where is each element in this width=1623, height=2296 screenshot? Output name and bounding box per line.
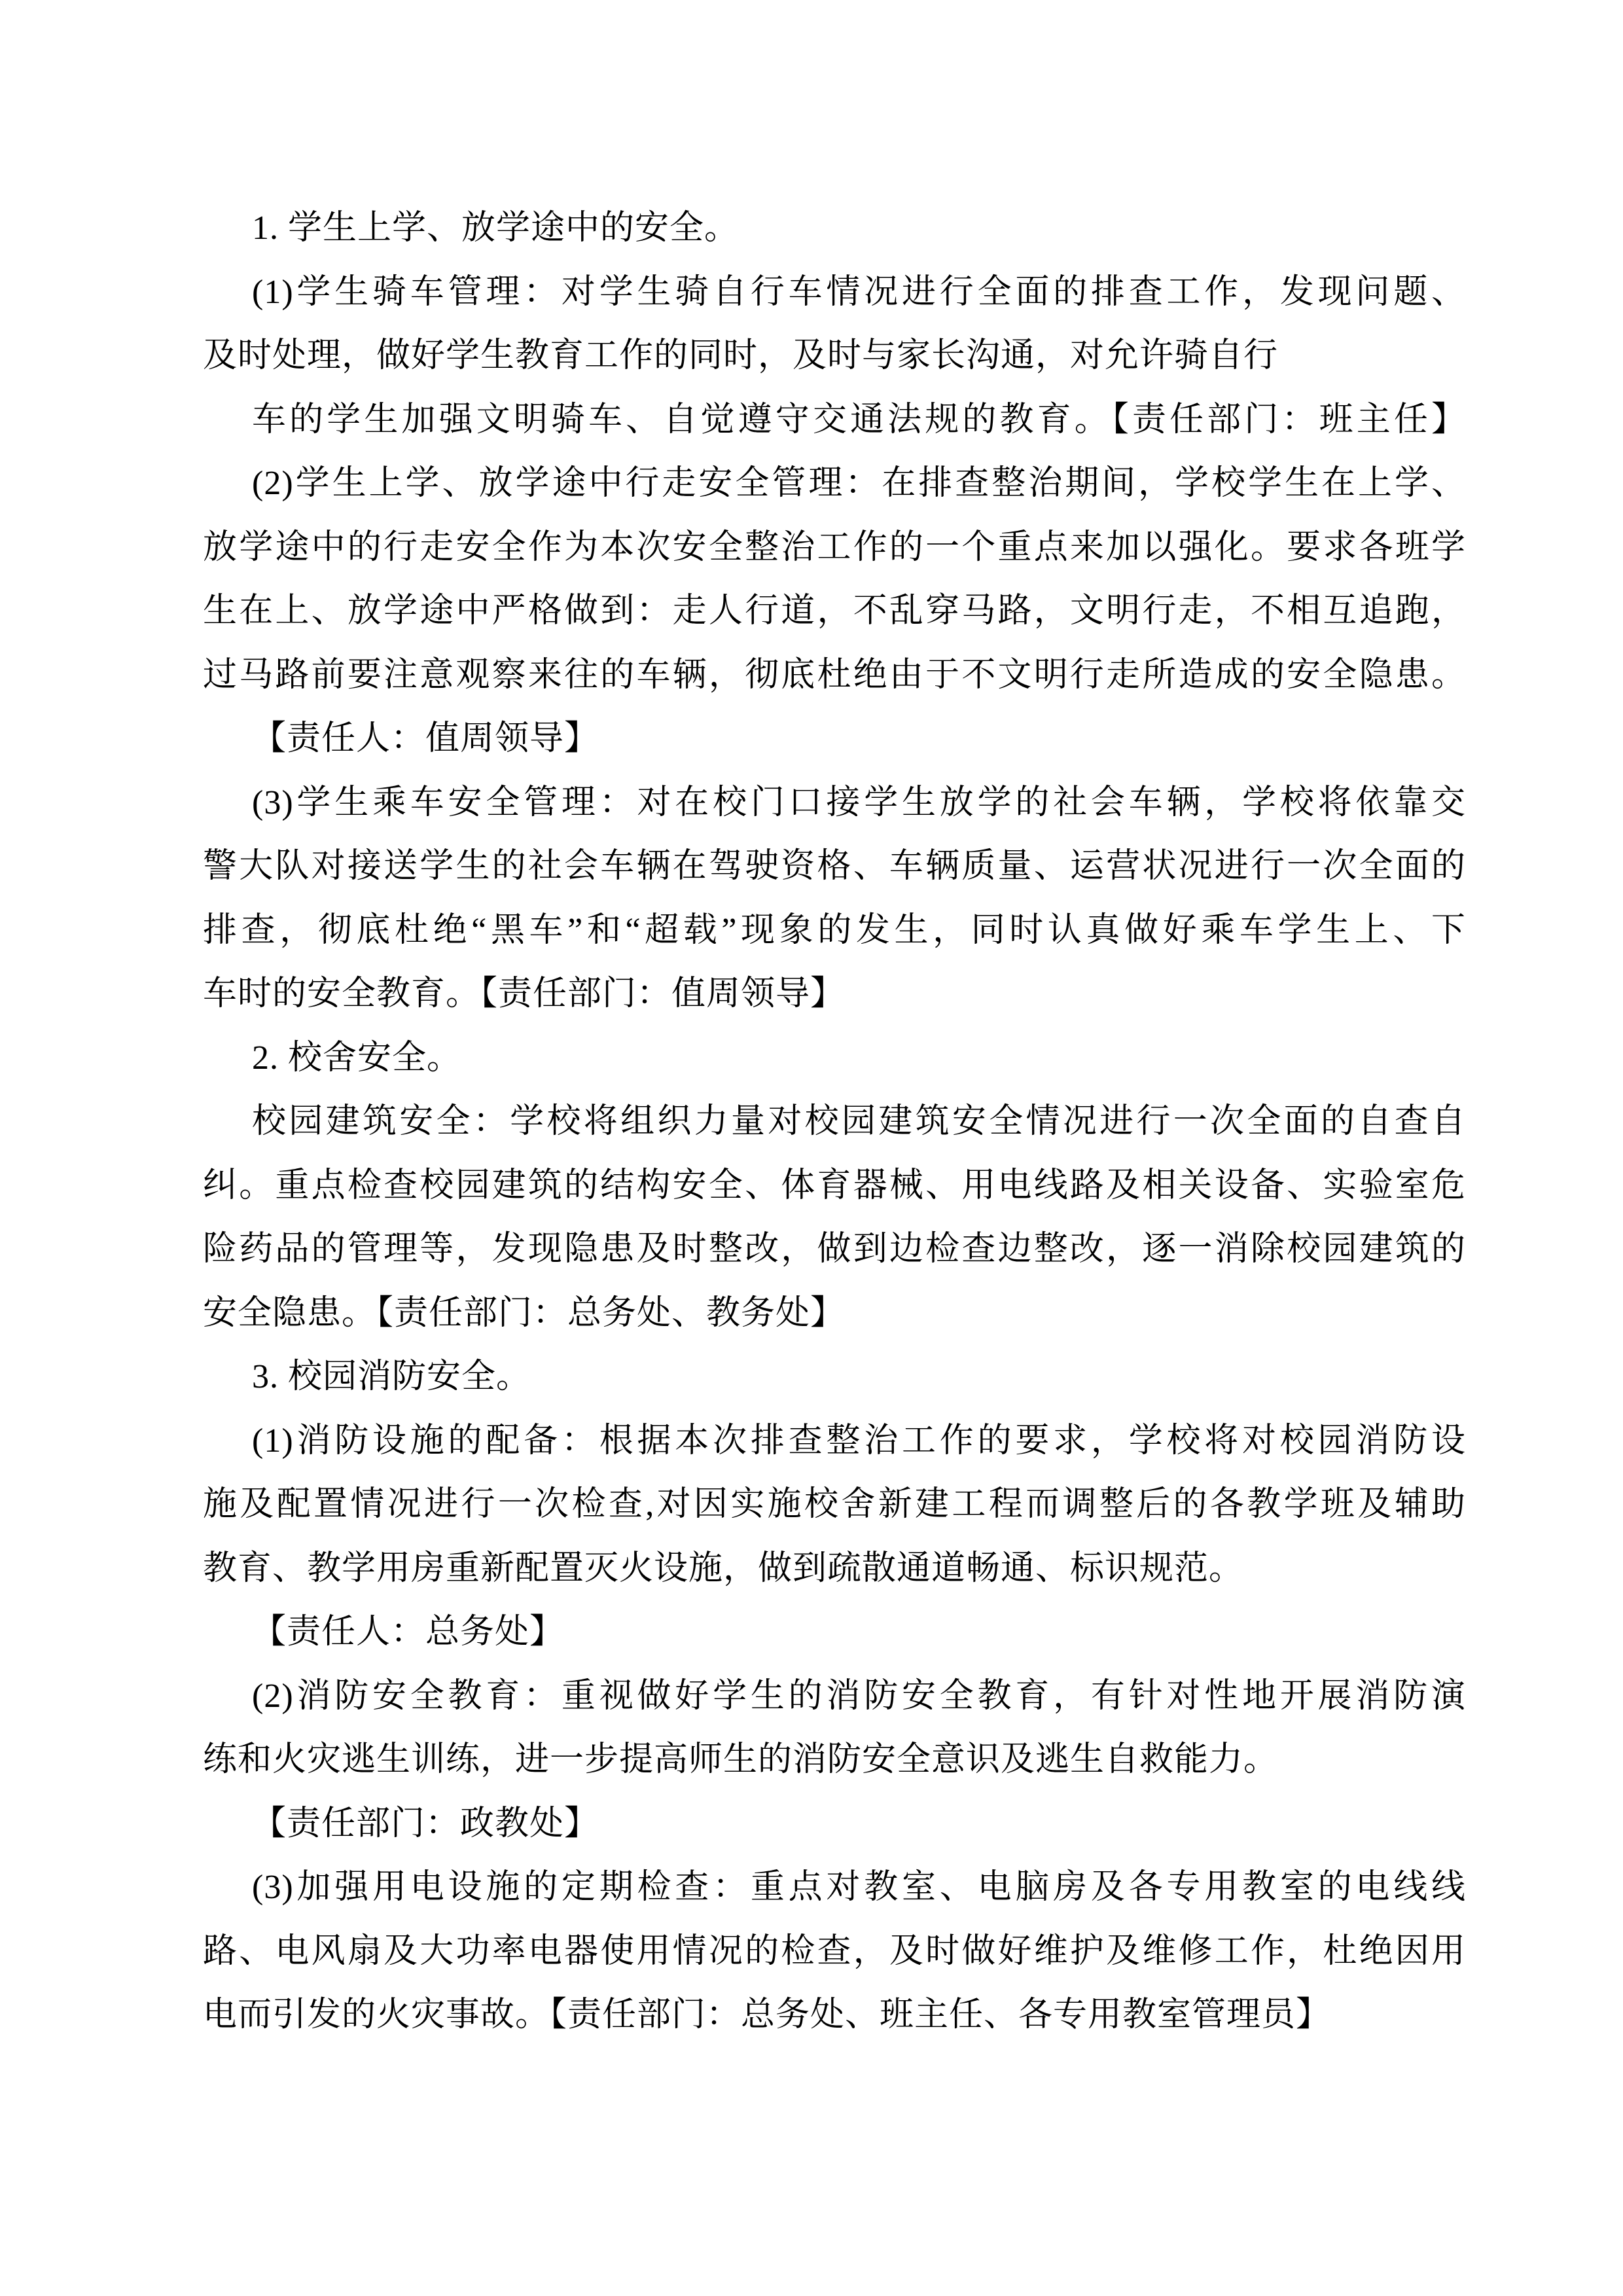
text-line: 险药品的管理等，发现隐患及时整改，做到边检查边整改，逐一消除校园建筑的 xyxy=(203,1230,1466,1268)
text-line: 车的学生加强文明骑车、自觉遵守交通法规的教育。【责任部门：班主任】 xyxy=(252,401,1466,439)
text-line: 放学途中的行走安全作为本次安全整治工作的一个重点来加以强化。要求各班学 xyxy=(203,528,1466,566)
text-line: (3)加强用电设施的定期检查：重点对教室、电脑房及各专用教室的电线线 xyxy=(252,1869,1466,1906)
text-line: 警大队对接送学生的社会车辆在驾驶资格、车辆质量、运营状况进行一次全面的 xyxy=(203,848,1466,885)
text-line: 【责任部门：政教处】 xyxy=(252,1804,599,1842)
text-line: 生在上、放学途中严格做到：走人行道，不乱穿马路，文明行走，不相互追跑， xyxy=(203,592,1466,630)
text-line: 【责任人：总务处】 xyxy=(252,1613,565,1651)
text-line: 电而引发的火灾事故。【责任部门：总务处、班主任、各专用教室管理员】 xyxy=(203,1996,1331,2034)
text-line: 1. 学生上学、放学途中的安全。 xyxy=(252,209,740,247)
text-line: 施及配置情况进行一次检查,对因实施校舍新建工程而调整后的各教学班及辅助 xyxy=(203,1486,1466,1523)
text-line: 练和火灾逃生训练，进一步提高师生的消防安全意识及逃生自救能力。 xyxy=(203,1741,1279,1778)
text-line: 教育、教学用房重新配置灭火设施，做到疏散通道畅通、标识规范。 xyxy=(203,1549,1244,1587)
text-line: 3. 校园消防安全。 xyxy=(252,1358,531,1395)
text-line: 2. 校舍安全。 xyxy=(252,1039,462,1077)
text-line: 校园建筑安全：学校将组织力量对校园建筑安全情况进行一次全面的自查自 xyxy=(252,1103,1466,1140)
text-line: (1)消防设施的配备：根据本次排查整治工作的要求，学校将对校园消防设 xyxy=(252,1422,1466,1460)
text-line: 排查，彻底杜绝“黑车”和“超载”现象的发生，同时认真做好乘车学生上、下 xyxy=(203,911,1466,949)
text-line: 安全隐患。【责任部门：总务处、教务处】 xyxy=(203,1294,846,1332)
text-line: 【责任人：值周领导】 xyxy=(252,720,599,757)
text-line: 车时的安全教育。【责任部门：值周领导】 xyxy=(203,975,846,1013)
text-line: (2)消防安全教育：重视做好学生的消防安全教育，有针对性地开展消防演 xyxy=(252,1677,1466,1715)
document-body xyxy=(203,196,1466,2047)
text-line: 路、电风扇及大功率电器使用情况的检查，及时做好维护及维修工作，杜绝因用 xyxy=(203,1932,1466,1970)
text-line: 及时处理，做好学生教育工作的同时，及时与家长沟通，对允许骑自行 xyxy=(203,337,1279,374)
text-line: (3)学生乘车安全管理：对在校门口接学生放学的社会车辆，学校将依靠交 xyxy=(252,783,1466,821)
text-line: 纠。重点检查校园建筑的结构安全、体育器械、用电线路及相关设备、实验室危 xyxy=(203,1166,1466,1204)
text-line: (1)学生骑车管理：对学生骑自行车情况进行全面的排查工作，发现问题、 xyxy=(252,273,1466,311)
text-line: 过马路前要注意观察来往的车辆，彻底杜绝由于不文明行走所造成的安全隐患。 xyxy=(203,656,1466,694)
text-line: (2)学生上学、放学途中行走安全管理：在排查整治期间，学校学生在上学、 xyxy=(252,465,1466,502)
